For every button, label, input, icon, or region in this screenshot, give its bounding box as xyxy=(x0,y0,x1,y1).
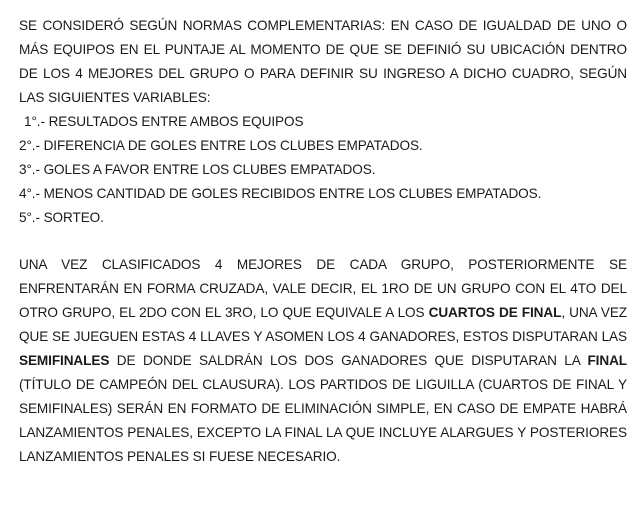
list-item: 1°.- RESULTADOS ENTRE AMBOS EQUIPOS xyxy=(24,114,304,129)
list-item: 5°.- SORTEO. xyxy=(19,210,104,225)
tiebreak-criteria-list xyxy=(19,110,627,230)
bold-term-final: FINAL xyxy=(587,353,627,368)
body-text: DE DONDE SALDRÁN LOS DOS GANADORES QUE DISPUTARAN LA xyxy=(109,353,588,368)
body-text: , UNA VEZ QUE SE JUEGUEN ESTAS 4 LLAVES Y ASOMEN LOS 4 GANADORES, ESTOS DISPUTARAN LAS xyxy=(19,305,627,344)
playoff-paragraph xyxy=(19,253,627,469)
bold-term-semifinales: SEMIFINALES xyxy=(19,353,110,368)
list-item: 4°.- MENOS CANTIDAD DE GOLES RECIBIDOS ENTRE LOS CLUBES EMPATADOS. xyxy=(19,186,542,201)
document-page xyxy=(19,14,627,469)
paragraph-spacer xyxy=(19,230,627,253)
intro-paragraph: SE CONSIDERÓ SEGÚN NORMAS COMPLEMENTARIAS: EN CASO DE IGUALDAD DE UNO O MÁS EQUIPOS EN EL PUNTAJE AL MOMENTO DE QUE SE DEFINIÓ SU UBICACIÓN DENTRO DE LOS 4 MEJORES DEL GRUPO O PARA DEFINIR SU INGRESO A DICHO CUADRO, SEGÚN LAS SIGUIENTES VARIABLES: xyxy=(19,18,627,105)
bold-term-cuartos: CUARTOS DE FINAL xyxy=(428,305,562,320)
body-text: UNA VEZ CLASIFICADOS 4 MEJORES DE CADA GRUPO, POSTERIORMENTE SE ENFRENTARÁN EN FORMA CRUZADA, VALE DECIR, EL 1RO DE UN GRUPO CON EL 4TO DEL OTRO GRUPO, EL 2DO CON EL 3RO, LO QUE EQUIVALE A LOS xyxy=(19,257,627,320)
list-item: 3°.- GOLES A FAVOR ENTRE LOS CLUBES EMPATADOS. xyxy=(19,162,376,177)
list-item: 2°.- DIFERENCIA DE GOLES ENTRE LOS CLUBES EMPATADOS. xyxy=(19,138,423,153)
body-text: (TÍTULO DE CAMPEÓN DEL CLAUSURA). LOS PARTIDOS DE LIGUILLA (CUARTOS DE FINAL Y SEMIFINALES) SERÁN EN FORMATO DE ELIMINACIÓN SIMPLE, EN CASO DE EMPATE HABRÁ LANZAMIENTOS PENALES, EXCEPTO LA FINAL LA QUE INCLUYE ALARGUES Y POSTERIORES LANZAMIENTOS PENALES SI FUESE NECESARIO. xyxy=(19,377,627,464)
